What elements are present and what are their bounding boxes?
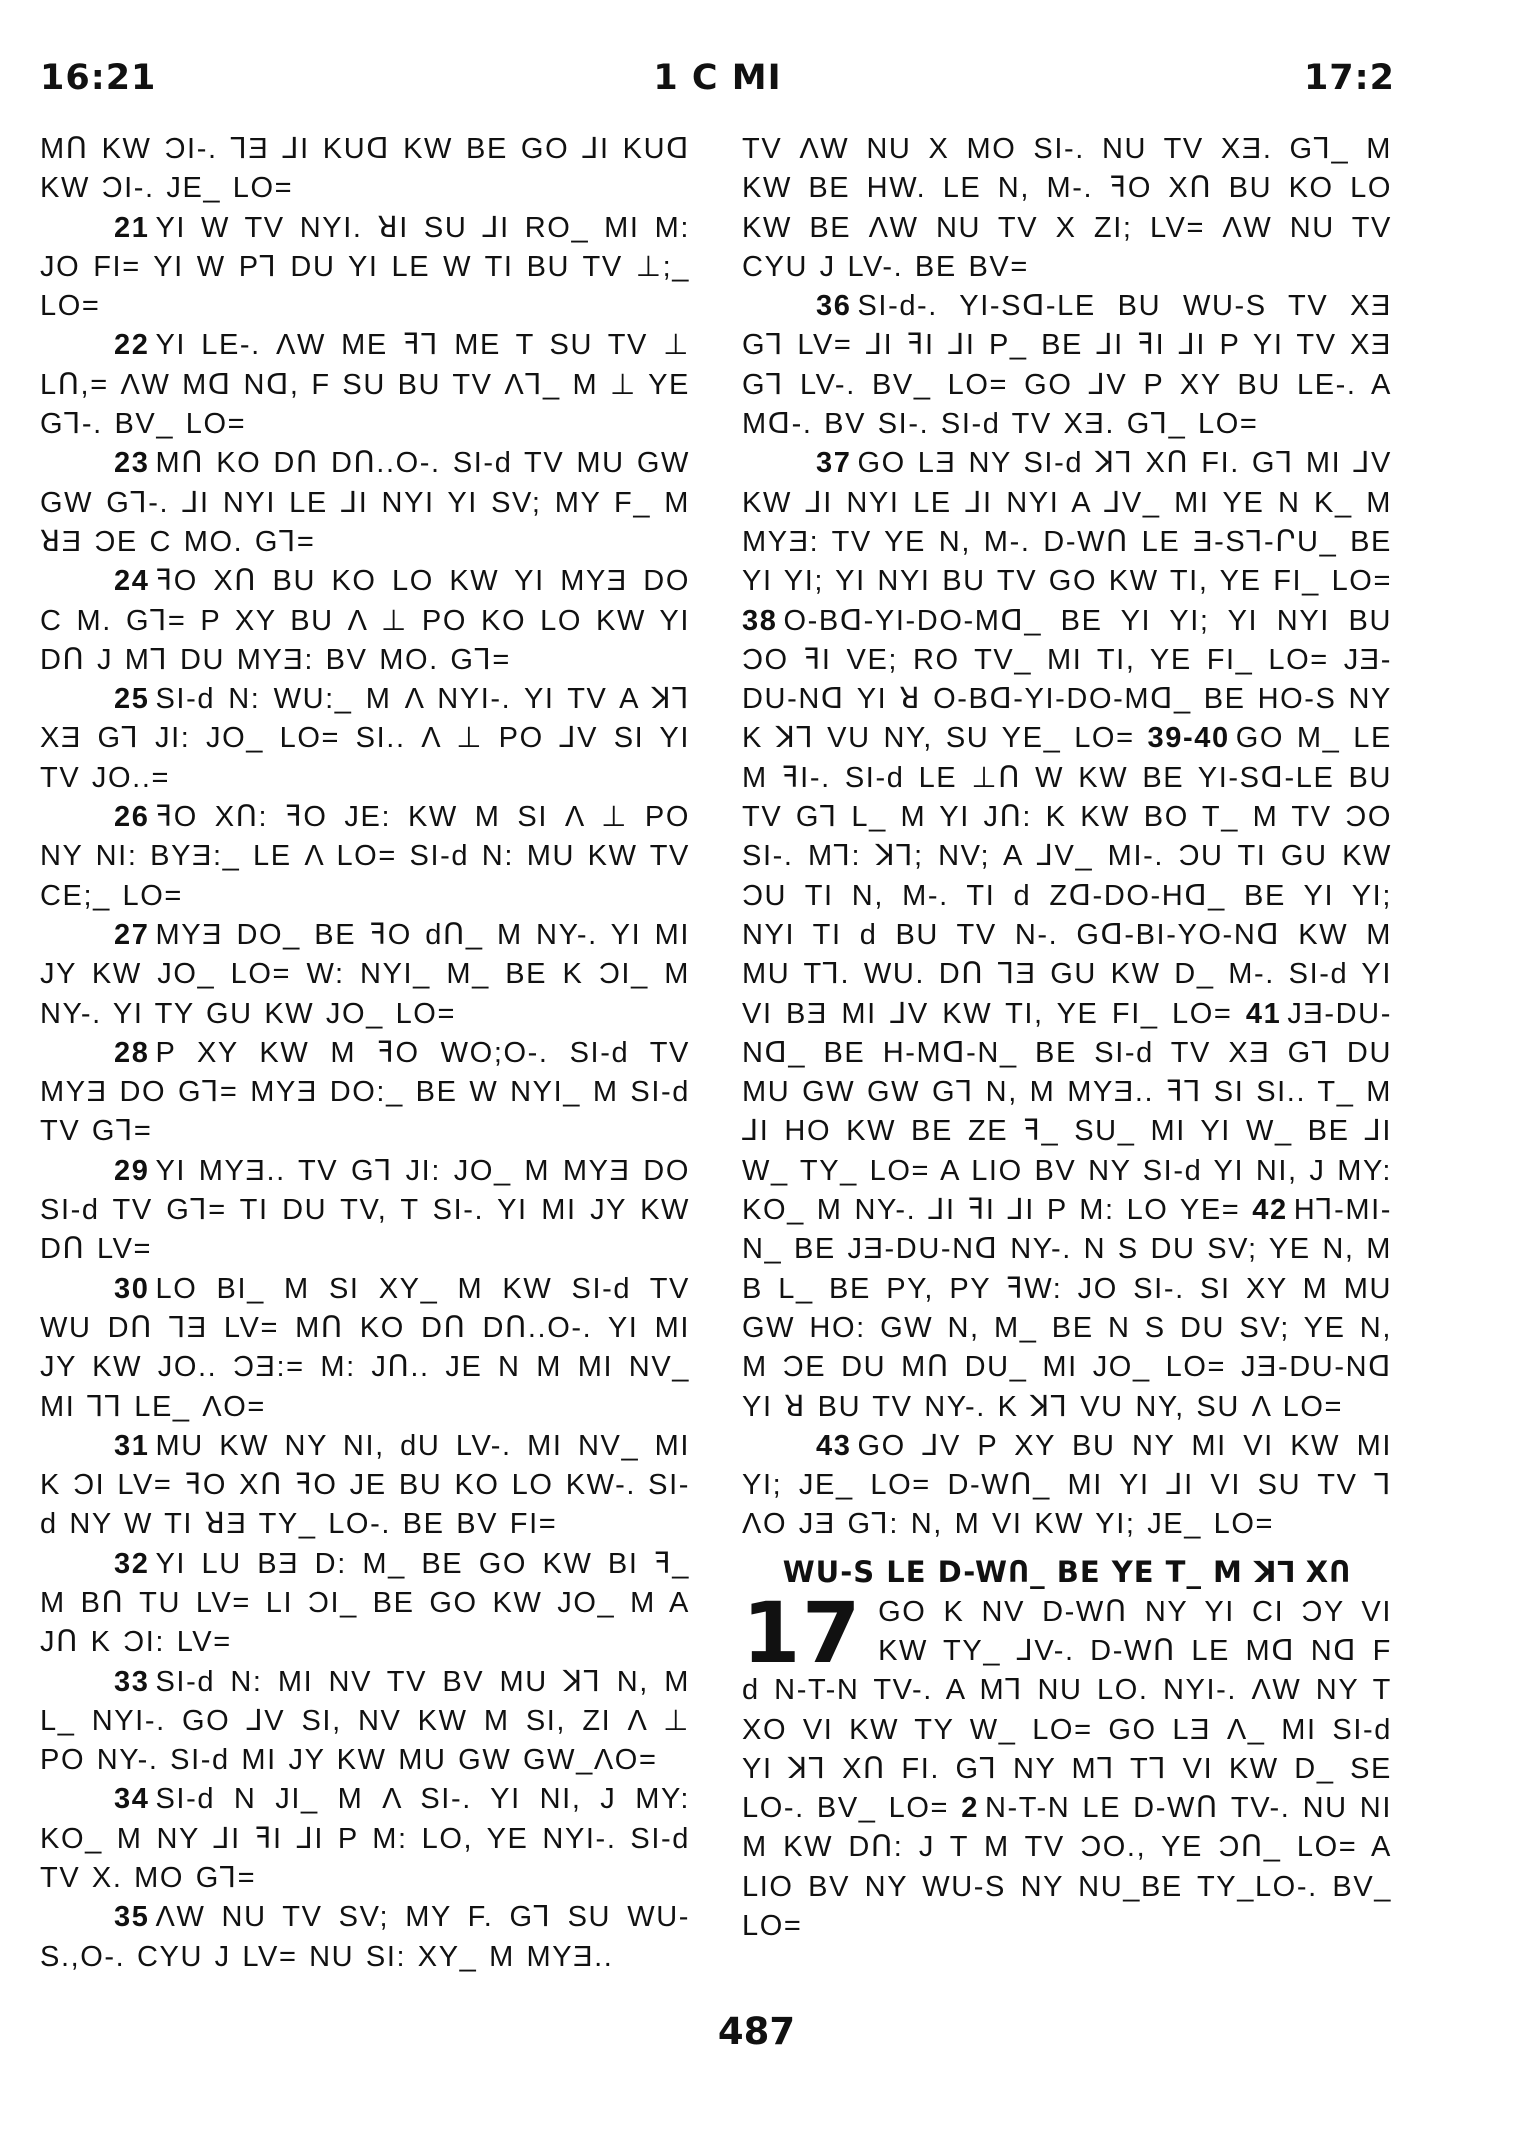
verse-number: 21 xyxy=(114,211,150,244)
verse-paragraph xyxy=(40,1898,690,1977)
verse-paragraph xyxy=(40,1545,690,1663)
verse-text: H⅂-MI-N_ BE JƎ-DU-Nᗡ NY-. N S DU SV; YE N, M B L_ BE PY, PY ꟻW: JO SI-. SI XY M MU GW HO: GW N, M_ BE N S DU SV; YE N, M ƆE DU MՈ DU_ MI JO_ LO= JƎ-DU-Nᗡ YI ꓤ BU TV NY-. K ꓘ⅂ VU NY, SU Λ LO= xyxy=(742,1194,1392,1423)
verse-text: MՈ KO DՈ DՈ..O-. SI-d TV MU GW GW G⅂-. ⅃I NYI LE ⅃I NYI YI SV; MY F_ M ꓤƎ ƆE C MO. G⅂= xyxy=(40,447,690,558)
verse-number: 37 xyxy=(816,447,852,480)
verse-text: JƎ-DU-Nᗡ_ BE H-Mᗡ-N_ BE SI-d TV XƎ G⅂ DU MU GW GW G⅂ N, M MYƎ.. ꟻ⅂ SI SI.. T_ M ⅃I HO KW BE ZE ꟻ_ SU_ MI YI W_ BE ⅃I W_ TY_ LO= A LIO BV NY SI-d YI NI, J MY: KO_ M NY-. ⅃I ꟻI ⅃I P M: LO YE= xyxy=(742,997,1392,1227)
section-heading: WU-S LE D-WՈ_ BE YE T_ M ꓘ⅂ XՈ xyxy=(782,1554,1352,1589)
verse-number: 2 xyxy=(961,1792,979,1825)
verse-number: 25 xyxy=(114,683,150,716)
verse-number: 22 xyxy=(114,329,150,362)
verse-paragraph xyxy=(40,916,690,1034)
verse-number: 35 xyxy=(114,1901,150,1934)
right-column xyxy=(742,130,1392,1946)
verse-text: SI-d N: WU:_ M Λ NYI-. YI TV A ꓘ⅂ XƎ G⅂ JI: JO_ LO= SI.. Λ ⊥ PO ⅃V SI YI TV JO..= xyxy=(40,683,690,794)
verse-number: 26 xyxy=(114,801,150,834)
verse-paragraph xyxy=(40,1152,690,1270)
left-column xyxy=(40,130,690,1977)
verse-text: ꟻO XՈ: ꟻO JE: KW M SI Λ ⊥ PO NY NI: BYƎ:_ LE Λ LO= SI-d N: MU KW TV CE;_ LO= xyxy=(40,801,690,912)
verse-text: SI-d N JI_ M Λ SI-. YI NI, J MY: KO_ M NY ⅃I ꟻI ⅃I P M: LO, YE NYI-. SI-d TV X. MO G⅂= xyxy=(40,1783,690,1895)
verse-number: 34 xyxy=(114,1783,150,1816)
chapter-text: GO K NV D-WՈ NY YI CI ƆY VI KW TY_ ⅃V-. D-WՈ LE Mᗡ Nᗡ F d N-T-N TV-. A M⅂ NU LO. NYI-. ΛW NY T XO VI KW TY W_ LO= GO LƎ Λ_ MI SI-d YI ꓘ⅂ XՈ FI. G⅂ NY M⅂ T⅂ VI KW D_ SE LO-. BV_ LO= xyxy=(742,1595,1392,1825)
verse-number: 36 xyxy=(816,290,852,323)
verse-text: GO LƎ NY SI-d ꓘ⅂ XՈ FI. G⅂ MI ⅃V KW ⅃I NYI LE ⅃I NYI A ⅃V_ MI YE N K_ M MYƎ: TV YE N, M-. D-WՈ LE Ǝ-S⅂-ՐU_ BE YI YI; YI NYI BU TV GO KW TI, YE FI_ LO= xyxy=(742,447,1392,598)
header-book-title: 1 C MI xyxy=(653,58,782,98)
verse-text: TV ΛW NU X MO SI-. NU TV XƎ. G⅂_ M KW BE HW. LE N, M-. ꟻO XՈ BU KO LO KW BE ΛW NU TV X ZI; LV= ΛW NU TV CYU J LV-. BE BV= xyxy=(742,133,1392,283)
right-column-verses xyxy=(742,130,1392,1545)
verse-paragraph xyxy=(40,798,690,916)
verse-paragraph xyxy=(742,444,1392,1426)
verse-number: 33 xyxy=(114,1665,150,1698)
verse-paragraph xyxy=(40,326,690,444)
verse-number: 23 xyxy=(114,447,150,480)
verse-text: MՈ KW ƆI-. ⅂Ǝ ⅃I KUᗡ KW BE GO ⅃I KUᗡ KW ƆI-. JE_ LO= xyxy=(40,133,690,205)
chapter-17-paragraph xyxy=(742,1583,1392,1947)
verse-text: YI LU BƎ D: M_ BE GO KW BI ꟻ_ M BՈ TU LV= LI ƆI_ BE GO KW JO_ M A JՈ K ƆI: LV= xyxy=(40,1547,690,1659)
header-right-reference: 17:2 xyxy=(1303,58,1395,98)
verse-number: 28 xyxy=(114,1036,150,1069)
verse-text: GO M_ LE M ꟻI-. SI-d LE ⊥Ո W KW BE YI-Sᗡ-LE BU TV G⅂ L_ M YI JՈ: K KW BO T_ M TV ƆO SI-. M⅂: ꓘ⅂; NV; A ⅃V_ MI-. ƆU TI GU KW ƆU TI N, M-. TI d Zᗡ-DO-Hᗡ_ BE YI YI; NYI TI d BU TV N-. Gᗡ-BI-YO-Nᗡ KW M MU T⅂. WU. DՈ ⅂Ǝ GU KW D_ M-. SI-d YI VI BƎ MI ⅃V KW TI, YE FI_ LO= xyxy=(742,722,1392,1030)
verse-text: MU KW NY NI, dU LV-. MI NV_ MI K ƆI LV= ꟻO XՈ ꟻO JE BU KO LO KW-. SI-d NY W TI ꓤƎ TY_ LO-. BE BV FI= xyxy=(40,1429,690,1541)
verse-text: YI LE-. ΛW ME ꟻ⅂ ME T SU TV ⊥ LՈ,= ΛW Mᗡ Nᗡ, F SU BU TV Λ⅂_ M ⊥ YE G⅂-. BV_ LO= xyxy=(40,329,690,441)
verse-number: 39-40 xyxy=(1147,722,1230,755)
verse-text: ΛW NU TV SV; MY F. G⅂ SU WU-S.,O-. CYU J LV= NU SI: XY_ M MYƎ.. xyxy=(40,1901,690,1973)
page-number: 487 xyxy=(717,2010,796,2053)
verse-paragraph xyxy=(40,562,690,680)
verse-text: YI W TV NYI. ꓤI SU ⅃I RO_ MI M: JO FI= YI W P⅂ DU YI LE W TI BU TV ⊥;_ LO= xyxy=(40,211,690,323)
verse-text: ꟻO XՈ BU KO LO KW YI MYƎ DO C M. G⅂= P XY BU Λ ⊥ PO KO LO KW YI DՈ J M⅂ DU MYƎ: BV MO. G⅂= xyxy=(40,565,690,676)
verse-number: 31 xyxy=(114,1429,150,1462)
verse-text: GO ⅃V P XY BU NY MI VI KW MI YI; JE_ LO= D-WՈ_ MI YI ⅃I VI SU TV ⅂ ΛO JƎ G⅂: N, M VI KW YI; JE_ LO= xyxy=(742,1429,1392,1541)
verse-number: 43 xyxy=(816,1429,852,1462)
verse-paragraph xyxy=(40,444,690,562)
verse-number: 32 xyxy=(114,1547,150,1580)
verse-text: LO BI_ M SI XY_ M KW SI-d TV WU DՈ ⅂Ǝ LV= MՈ KO DՈ DՈ..O-. YI MI JY KW JO.. ƆƎ:= M: JՈ.. JE N M MI NV_ MI ⅂⅂ LE_ ΛO= xyxy=(40,1272,690,1423)
verse-number: 29 xyxy=(114,1154,150,1187)
header-left-reference: 16:21 xyxy=(40,58,157,98)
verse-text: O-Bᗡ-YI-DO-Mᗡ_ BE YI YI; YI NYI BU ƆO ꟻI VE; RO TV_ MI TI, YE FI_ LO= JƎ-DU-Nᗡ YI ꓤ O-Bᗡ-YI-DO-Mᗡ_ BE HO-S NY K ꓘ⅂ VU NY, SU YE_ LO= xyxy=(742,604,1392,755)
verse-number: 24 xyxy=(114,565,150,598)
verse-paragraph xyxy=(40,680,690,798)
verse-paragraph xyxy=(40,1427,690,1545)
verse-text: SI-d-. YI-Sᗡ-LE BU WU-S TV XƎ G⅂ LV= ⅃I ꟻI ⅃I P_ BE ⅃I ꟻI ⅃I P YI TV XƎ G⅂ LV-. BV_ LO= GO ⅃V P XY BU LE-. A Mᗡ-. BV SI-. SI-d TV XƎ. G⅂_ LO= xyxy=(742,290,1392,441)
verse-paragraph xyxy=(40,130,690,209)
verse-text: YI MYƎ.. TV G⅂ JI: JO_ M MYƎ DO SI-d TV G⅂= TI DU TV, T SI-. YI MI JY KW DՈ LV= xyxy=(40,1154,690,1266)
verse-paragraph xyxy=(40,1663,690,1781)
running-header xyxy=(40,58,1395,108)
verse-paragraph xyxy=(40,209,690,327)
verse-paragraph xyxy=(40,1034,690,1152)
verse-number: 38 xyxy=(742,604,778,637)
verse-paragraph xyxy=(40,1270,690,1427)
verse-paragraph xyxy=(40,1780,690,1898)
verse-text: MYƎ DO_ BE ꟻO dՈ_ M NY-. YI MI JY KW JO_ LO= W: NYI_ M_ BE K ƆI_ M NY-. YI TY GU KW JO_ LO= xyxy=(40,918,690,1030)
verse-text: SI-d N: MI NV TV BV MU ꓘ⅂ N, M L_ NYI-. GO ⅃V SI, NV KW M SI, ZI Λ ⊥ PO NY-. SI-d MI JY KW MU GW GW_ΛO= xyxy=(40,1665,690,1777)
verse-paragraph xyxy=(742,1427,1392,1545)
chapter-number: 17 xyxy=(742,1583,863,1682)
verse-paragraph xyxy=(742,130,1392,287)
verse-number: 27 xyxy=(114,918,150,951)
verse-number: 41 xyxy=(1245,997,1282,1030)
verse-number: 30 xyxy=(114,1272,150,1305)
verse-text: P XY KW M ꟻO WO;O-. SI-d TV MYƎ DO G⅂= MYƎ DO:_ BE W NYI_ M SI-d TV G⅂= xyxy=(40,1036,690,1148)
verse-paragraph xyxy=(742,287,1392,444)
verse-number: 42 xyxy=(1252,1194,1288,1227)
verse-text: N-T-N LE D-WՈ TV-. NU NI M KW DՈ: J T M TV ƆO., YE ƆՈ_ LO= A LIO BV NY WU-S NY NU_BE TY_LO-. BV_ LO= xyxy=(742,1792,1392,1943)
